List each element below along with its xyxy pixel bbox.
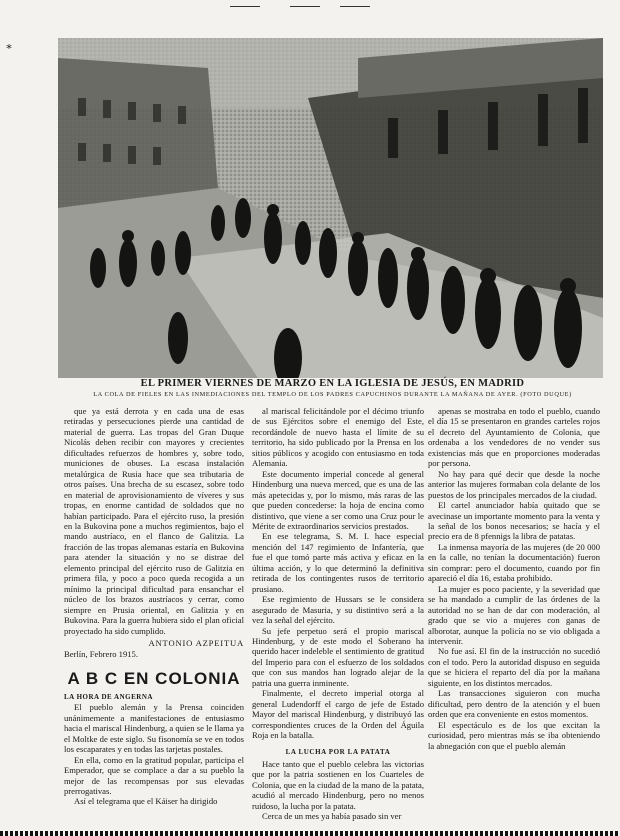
article2-paragraph: El pueblo alemán y la Prensa coinciden unánimemente a manifestaciones de entusiasmo hacia el mariscal Hindenburg, a quien se le llama ya el Moltke de este siglo. Su fisonomía se ve en todos los escaparates y en todas las tarjetas postales. xyxy=(64,702,244,755)
photo-caption-title: EL PRIMER VIERNES DE MARZO EN LA IGLESIA DE JESÚS, EN MADRID xyxy=(140,378,525,389)
column2-paragraph: En ese telegrama, S. M. I. hace especial mención del 147 regimiento de Infantería, que fue el que tomó parte más activa y eficaz en la última acción, y lo que determinó la definitiva retirada de los contingentes rusos de territorio prusiano. xyxy=(252,531,424,594)
header-rule-left xyxy=(230,6,260,7)
article1-paragraph: que ya está derrota y en cada una de esas retiradas y persecuciones pierde una cantidad de material de guerra. Las tropas del Gran Duque Nicolás deben recibir con mayores y crecientes dificultades refuerzos de hombres y, sobre todo, municiones de obuses. La escasa instalación metalúrgica de Rusia hace que sea tributaria de otros países. Una brecha de su escasez, sobre todo en material de aprovisionamiento de víveres y sus tropas, en enorme cantidad de soldados que no habían participado. Para el ejército ruso, la presión en la Bukovina pone a muchos regimientos, bajo el mando austríaco, en el flanco de Galitzia. La fracción de las tropas alemanas estaría en Bukovina para atender la situación y no se distrae del elemento principal del ejército ruso de Galitzia en primera fila, y poco a poco queda recogida a un mínimo la principal dificultad para ensanchar el núcleo de los brazos austríacos y cerrar, como siempre en Prusia oriental, en Galitzia y en Bukovina. Para la guerra hubiera sido el plan oficial proyectado ha sido cumplido. xyxy=(64,406,244,636)
column2-paragraph: Cerca de un mes ya había pasado sin ver xyxy=(262,811,402,822)
column3-paragraph: El espectáculo es de los que excitan la curiosidad, pero mientras más se iba obteniendo la abnegación con que el pueblo alemán xyxy=(428,719,600,751)
column2-paragraph: Este documento imperial concede al general Hindenburg una nueva merced, que es una de las más apetecidas y, por lo mismo, más raras de las que pueden concederse: la hoja de encina como distintivo, que viene a ser como una Cruz pour le Mérite de extraordinarios servicios prestados. xyxy=(252,468,424,531)
article2-paragraph: En ella, como en la gratitud popular, participa el Emperador, que se complace a dar a su pueblo la mejor de las recompensas por sus elevadas prerrogativas. xyxy=(64,754,244,796)
photo-caption-subtitle: LA COLA DE FIELES EN LAS INMEDIACIONES DEL TEMPLO DE LOS PADRES CAPUCHINOS DURANTE LA MAÑANA DE AYER. (FOTO DUQUE) xyxy=(93,391,572,398)
article2-subtitle: LA HORA DE ANGERNA xyxy=(64,692,153,701)
column2-paragraph: Hace tanto que el pueblo celebra las victorias que por la patria sostienen en los Cuarteles de Colonia, que en la ciudad de la mano de la patata, acudió al mercado Hindenburg, pero no menos ruidoso, la lucha por la patata. xyxy=(252,758,424,811)
column3-paragraph: La inmensa mayoría de las mujeres (de 20 000 en la calle, no tenían la documentación) fueron sin comprar: pero el documento, cuando por fin apareció el día 16, estaba prohibido. xyxy=(428,541,600,584)
column2-paragraph: Finalmente, el decreto imperial otorga al general Ludendorff el cargo de jefe de Estado Mayor del mariscal Hindenburg, y distribuyó las correspondientes cruces de la Orden del Águila Roja en la batalla. xyxy=(252,688,424,741)
column3-paragraph: La mujer es poco paciente, y la severidad que se ha mandado a cumplir de las órdenes de la autoridad no se han de dar con moderación, al grado que se vio a mujeres con ganas de alborotar, aunque la policía no se vio obligada a intervenir. xyxy=(428,583,600,646)
header-rule-mid xyxy=(290,6,320,7)
column2-paragraph: Ese regimiento de Hussars se le considera asegurado de Masuria, y su distintivo será a la vez la señal del ejército. xyxy=(252,594,424,626)
photo-illustration xyxy=(58,38,603,378)
page-corner-mark: ⁎ xyxy=(6,38,12,52)
article1-dateline: Berlín, Febrero 1915. xyxy=(64,649,138,660)
header-rule-right xyxy=(340,6,370,7)
column3-paragraph: El cartel anunciador había quitado que se avecinase un importante momento para la venta y la señal de los bonos necesarios; se hacía y el precio era de 8 pfennigs la libra de patatas. xyxy=(428,500,600,542)
column-3 xyxy=(428,406,600,751)
column-2 xyxy=(252,406,424,822)
column3-paragraph: No hay para qué decir que desde la noche anterior las mujeres formaban cola delante de los puestos de los principales mercados de la ciudad. xyxy=(428,468,600,500)
news-photograph xyxy=(58,38,603,378)
column-1 xyxy=(64,406,244,807)
column2-paragraph: al mariscal felicitándole por el décimo triunfo de sus Ejércitos sobre el enemigo del Este, recordándole de nuevo hasta el límite de su territorio, ha sido publicado por la Prensa en los sitios públicos y acogido con entusiasmo en toda Alemania. xyxy=(252,406,424,469)
column3-paragraph: apenas se mostraba en todo el pueblo, cuando el día 15 se presentaron en grandes carteles rojos el decreto del Ayuntamiento de Colonia, que ordenaba a los vendedores de no vender sus existencias más que en proporciones moderadas por persona. xyxy=(428,406,600,469)
article2-paragraph: Así el telegrama que el Káiser ha dirigido xyxy=(74,796,218,807)
column3-paragraph: No fue así. El fin de la instrucción no sucedió con el todo. Pero la autoridad dispuso en seguida que se hiciera el reparto del día por la mañana siguiente, en los distintos mercados. xyxy=(428,646,600,688)
article1-signature: ANTONIO AZPEITUA xyxy=(148,637,244,648)
column2-subtitle: LA LUCHA POR LA PATATA xyxy=(285,747,391,756)
column2-paragraph: Su jefe perpetuo será el propio mariscal Hindenburg, y de este modo el Soberano ha querido hacer indeleble el sentimiento de gratitud del Imperio para con el esfuerzo de los soldados que con sus mandos han logrado alejar de la patria una guerra inminente. xyxy=(252,625,424,688)
bottom-print-edge xyxy=(0,831,620,836)
column3-paragraph: Las transacciones siguieron con mucha dificultad, pero dentro de la atención y el buen orden que era conveniente en estos momentos. xyxy=(428,688,600,720)
article2-title: A B C EN COLONIA xyxy=(67,668,241,688)
